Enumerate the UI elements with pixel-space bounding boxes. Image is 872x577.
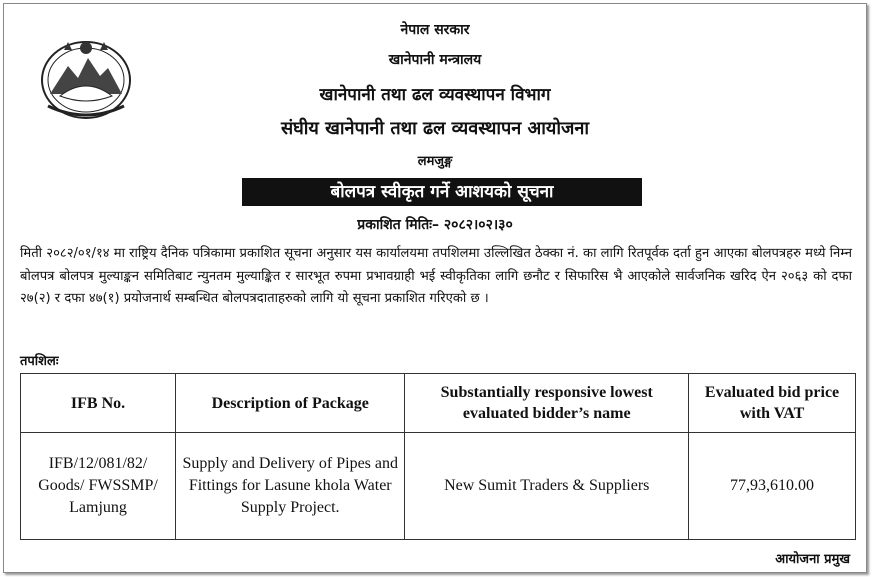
cell-price: 77,93,610.00 [689, 433, 856, 540]
govt-name: नेपाल सरकार [400, 22, 470, 38]
schedule-label: तपशिलः [20, 354, 59, 369]
col-bidder-header: Substantially responsive lowest evaluated bidder’s name [405, 374, 689, 433]
ministry-name: खानेपानी मन्त्रालय [388, 52, 482, 68]
table-header-row [21, 374, 856, 433]
cell-bidder: New Sumit Traders & Suppliers [405, 433, 689, 540]
bid-table [20, 373, 856, 540]
project-name: संघीय खानेपानी तथा ढल व्यवस्थापन आयोजना [280, 118, 590, 139]
col-price-header: Evaluated bid price with VAT [689, 374, 856, 433]
notice-body: मिती २०८२/०१/१४ मा राष्ट्रिय दैनिक पत्रिकामा प्रकाशित सूचना अनुसार यस कार्यालयमा तपशिलमा उल्लिखित ठेक्का नं. का लागि रितपूर्वक दर्ता हुन आएका बोलपत्रहरु मध्ये निम्न बोलपत्र बोलपत्र मुल्याङ्कन समितिबाट न्युनतम मुल्याङ्कित र सारभूत रुपमा प्रभावग्राही भई स्वीकृतिका लागि छनौट र सिफारिस भै आएकोले सार्वजनिक खरिद ऐन २०६३ को दफा २७(२) र दफा ४७(१) प्रयोजनार्थ सम्बन्धित बोलपत्रदाताहरुको लागि यो सूचना प्रकाशित गरिएको छ । [20, 246, 852, 306]
signatory: आयोजना प्रमुख [775, 552, 850, 567]
published-date: प्रकाशित मितिः– २०८२।०२।३० [357, 217, 513, 233]
col-ifb-header: IFB No. [21, 374, 176, 433]
nepal-emblem-icon [38, 36, 134, 122]
col-description-header: Description of Package [176, 374, 405, 433]
department-name: खानेपानी तथा ढल व्यवस्थापन विभाग [319, 85, 551, 105]
district-name: लमजुङ्ग [417, 154, 453, 169]
cell-description: Supply and Delivery of Pipes and Fittings for Lasune khola Water Supply Project. [176, 433, 405, 540]
notice-title: बोलपत्र स्वीकृत गर्ने आशयको सूचना [242, 178, 642, 206]
table-row [21, 433, 856, 540]
notice-page [3, 3, 867, 573]
cell-ifb: IFB/12/081/82/ Goods/ FWSSMP/ Lamjung [21, 433, 176, 540]
